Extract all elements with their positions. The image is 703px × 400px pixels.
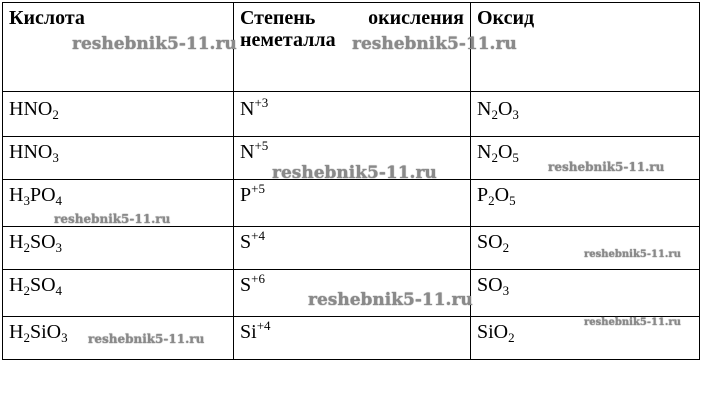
formula-subscript: 2 bbox=[502, 240, 510, 255]
formula-subscript: 2 bbox=[508, 330, 515, 345]
formula-subscript: 5 bbox=[509, 193, 516, 208]
formula-text: HNO bbox=[9, 98, 53, 120]
watermark: reshebnik5-11.ru bbox=[272, 163, 437, 183]
formula-text: SiO bbox=[477, 321, 509, 343]
acid-cell bbox=[3, 270, 234, 317]
formula-text: P bbox=[477, 184, 489, 206]
formula-subscript: 3 bbox=[23, 193, 30, 208]
formula-text: PO bbox=[29, 184, 56, 206]
formula-text: H bbox=[9, 231, 24, 253]
formula-subscript: 2 bbox=[23, 330, 30, 345]
formula-text: HNO bbox=[9, 141, 53, 163]
watermark: reshebnik5-11.ru bbox=[584, 317, 681, 328]
table-row bbox=[3, 92, 700, 137]
formula-text: H bbox=[9, 274, 24, 296]
formula-subscript: 2 bbox=[23, 240, 30, 255]
watermark: reshebnik5-11.ru bbox=[584, 249, 681, 260]
formula-text: SO bbox=[29, 274, 56, 296]
formula-subscript: 2 bbox=[488, 193, 495, 208]
formula-subscript: 3 bbox=[512, 107, 519, 122]
formula-text: N bbox=[477, 141, 492, 163]
formula-text: O bbox=[494, 184, 510, 206]
header-oxide: Оксид bbox=[471, 3, 700, 92]
formula-superscript: +4 bbox=[251, 228, 265, 243]
formula-text: N bbox=[240, 141, 255, 163]
formula-text: O bbox=[497, 141, 513, 163]
watermark: reshebnik5-11.ru bbox=[72, 34, 237, 54]
formula-text: P bbox=[240, 184, 252, 206]
formula-subscript: 3 bbox=[52, 150, 59, 165]
acid-cell bbox=[3, 137, 234, 180]
watermark: reshebnik5-11.ru bbox=[308, 290, 473, 310]
formula-subscript: 3 bbox=[61, 330, 68, 345]
formula-subscript: 4 bbox=[55, 193, 63, 208]
watermark: reshebnik5-11.ru bbox=[548, 160, 665, 174]
formula-text: Si bbox=[240, 321, 257, 343]
oxide-cell bbox=[471, 270, 700, 317]
header-oxidation-line1: Степень окисления bbox=[240, 7, 464, 29]
watermark: reshebnik5-11.ru bbox=[352, 34, 517, 54]
formula-text: S bbox=[240, 231, 252, 253]
formula-superscript: +4 bbox=[256, 318, 271, 333]
table-row bbox=[3, 227, 700, 270]
formula-superscript: +5 bbox=[251, 181, 265, 196]
formula-superscript: +5 bbox=[254, 138, 269, 153]
formula-text: SO bbox=[477, 231, 503, 253]
formula-subscript: 2 bbox=[52, 107, 59, 122]
formula-subscript: 5 bbox=[512, 150, 519, 165]
formula-text: N bbox=[477, 98, 492, 120]
oxidation-cell bbox=[234, 227, 471, 270]
formula-text: N bbox=[240, 98, 255, 120]
formula-subscript: 4 bbox=[55, 283, 63, 298]
formula-text: H bbox=[9, 184, 24, 206]
header-acid: Кислота bbox=[3, 3, 234, 92]
oxidation-cell bbox=[234, 317, 471, 360]
formula-text: SO bbox=[29, 231, 56, 253]
formula-text: O bbox=[497, 98, 513, 120]
oxide-cell bbox=[471, 180, 700, 227]
acid-cell bbox=[3, 92, 234, 137]
formula-superscript: +6 bbox=[251, 271, 265, 286]
oxidation-cell bbox=[234, 180, 471, 227]
watermark: reshebnik5-11.ru bbox=[54, 212, 171, 226]
oxidation-cell bbox=[234, 92, 471, 137]
formula-subscript: 2 bbox=[23, 283, 30, 298]
formula-superscript: +3 bbox=[254, 95, 269, 110]
oxide-cell bbox=[471, 227, 700, 270]
formula-subscript: 2 bbox=[491, 107, 498, 122]
formula-text: H bbox=[9, 321, 24, 343]
header-oxidation-line2: неметалла bbox=[240, 29, 336, 51]
formula-text: SO bbox=[477, 274, 503, 296]
formula-subscript: 3 bbox=[502, 283, 510, 298]
acid-cell bbox=[3, 227, 234, 270]
oxide-cell bbox=[471, 92, 700, 137]
formula-text: SiO bbox=[29, 321, 62, 343]
watermark: reshebnik5-11.ru bbox=[88, 332, 205, 346]
formula-subscript: 3 bbox=[55, 240, 63, 255]
formula-subscript: 2 bbox=[491, 150, 498, 165]
formula-text: S bbox=[240, 274, 252, 296]
